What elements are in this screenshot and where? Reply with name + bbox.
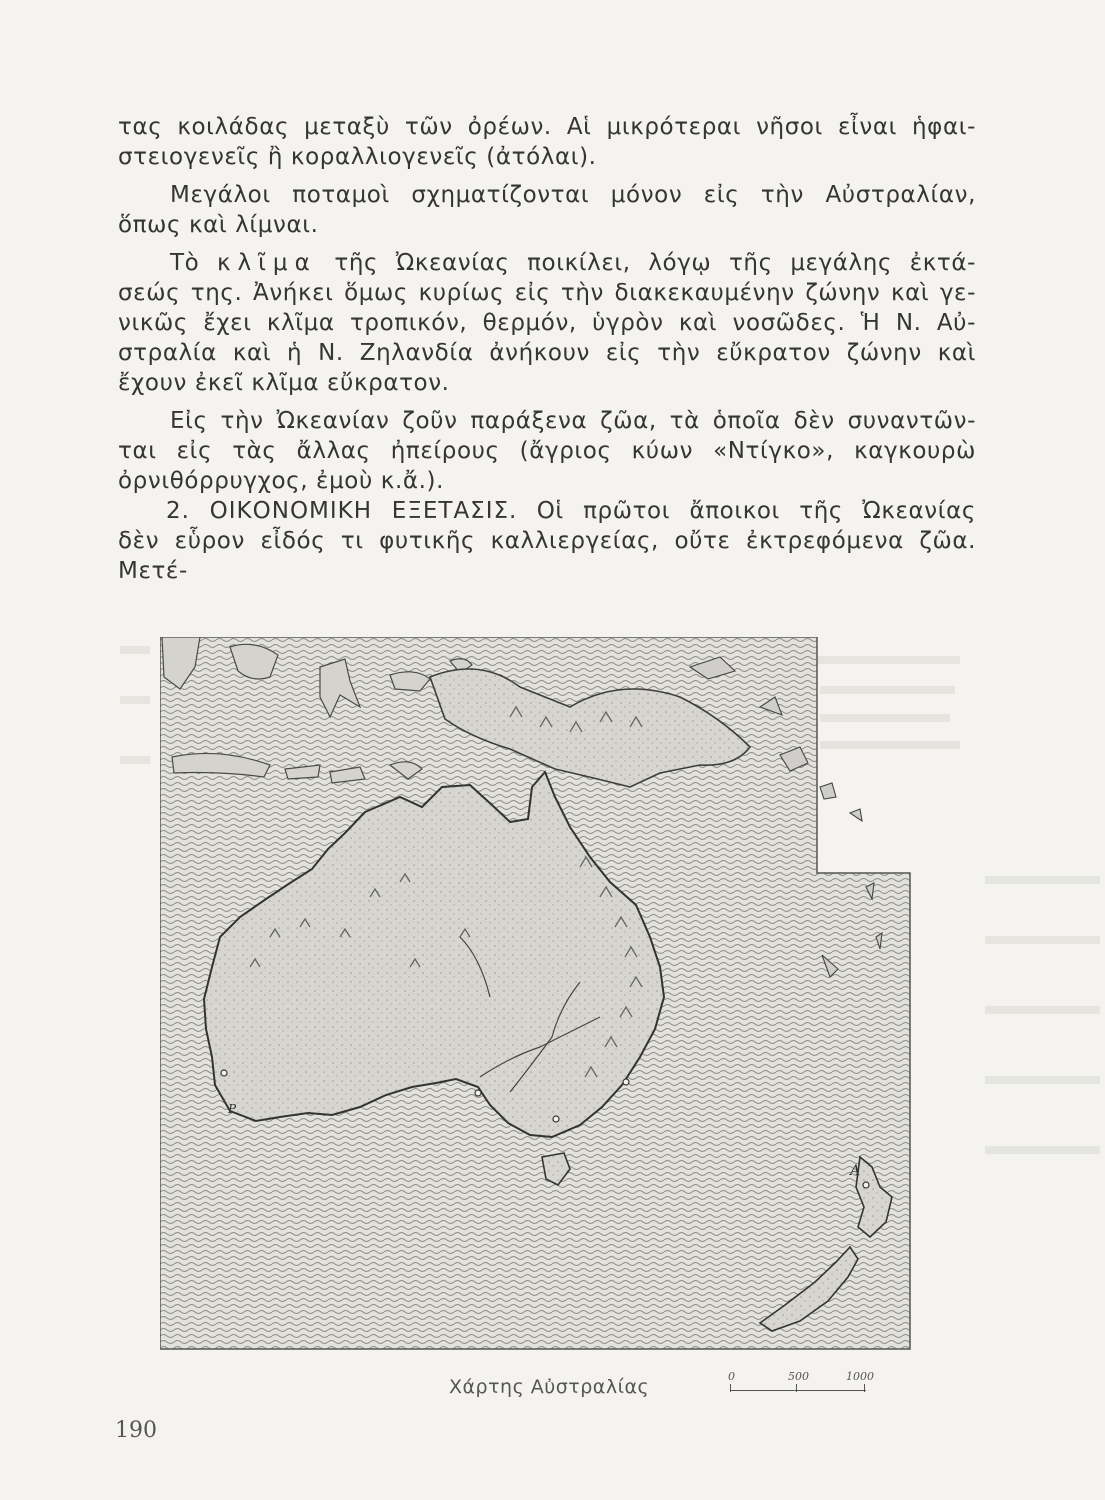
scale-label-1000: 1000 [846,1370,874,1383]
map-label-p: P [228,1102,237,1116]
paragraph-3-line-2: σεώς της. Ἀνήκει ὅμως κυρίως εἰς τὴν διακεκαυμένην ζώνην καὶ γε- [118,280,976,306]
paragraph-2-line-2: ὅπως καὶ λίμναι. [118,212,319,238]
scale-label-0: 0 [728,1370,735,1383]
page-number: 190 [115,1418,157,1443]
scale-label-500: 500 [788,1370,809,1383]
map-label-a: A [850,1163,861,1179]
scale-tick [864,1384,865,1392]
paragraph-2-line-1: Μεγάλοι ποταμοὶ σχηματίζονται μόνον εἰς τὴν Αὐστραλίαν, [170,182,976,208]
paragraph-4-line-2: ται εἰς τὰς ἄλλας ἠπείρους (ἄγριος κύων «Ντίγκο», καγκουρὼ [118,438,976,464]
paragraph-3-line-1-rest: τῆς Ὠκεανίας ποικίλει, λόγῳ τῆς μεγάλης ἐκτά- [334,250,976,276]
paragraph-3-word-to: Τὸ [170,250,200,276]
paragraph-5-line-1-rest: Οἱ πρῶτοι ἄποικοι τῆς Ὠκεανίας [536,498,976,524]
klima-spaced-word: κλῖμα [216,250,317,276]
paragraph-4-line-1: Εἰς τὴν Ὠκεανίαν ζοῦν παράξενα ζῶα, τὰ ὁποῖα δὲν συναντῶν- [170,408,976,434]
australia-map-figure [160,637,967,1357]
paragraph-1-line-2: στειογενεῖς ἢ κοραλλιογενεῖς (ἀτόλαι). [118,144,597,170]
paragraph-3-line-4: στραλία καὶ ἡ Ν. Ζηλανδία ἀνήκουν εἰς τὴν εὔκρατον ζώνην καὶ [118,340,976,366]
map-scale-bar [728,1370,878,1400]
paragraph-1-line-1: τας κοιλάδας μεταξὺ τῶν ὀρέων. Αἱ μικρότεραι νῆσοι εἶναι ἡφαι- [118,114,976,140]
body-text [118,112,976,586]
paragraph-3-line-3: νικῶς ἔχει κλῖμα τροπικόν, θερμόν, ὑγρὸν καὶ νοσῶδες. Ἡ Ν. Αὐ- [118,310,976,336]
scale-line [730,1390,866,1391]
paragraph-3-line-1 [118,248,976,278]
paragraph-5-line-1 [118,496,976,526]
paragraph-5-line-2: δὲν εὗρον εἶδός τι φυτικῆς καλλιεργείας, οὔτε ἐκτρεφόμενα ζῶα. Μετέ- [118,528,976,584]
australia-map [160,637,967,1357]
map-caption: Χάρτης Αὐστραλίας [449,1376,650,1398]
scale-tick [796,1384,797,1392]
scale-tick [730,1384,731,1392]
section-title: 2. ΟΙΚΟΝΟΜΙΚΗ ΕΞΕΤΑΣΙΣ. [166,498,518,524]
paragraph-3-line-5: ἔχουν ἐκεῖ κλῖμα εὔκρατον. [118,370,450,396]
paragraph-4-line-3: ὀρνιθόρρυγχος, ἐμοὺ κ.ἄ.). [118,468,445,494]
